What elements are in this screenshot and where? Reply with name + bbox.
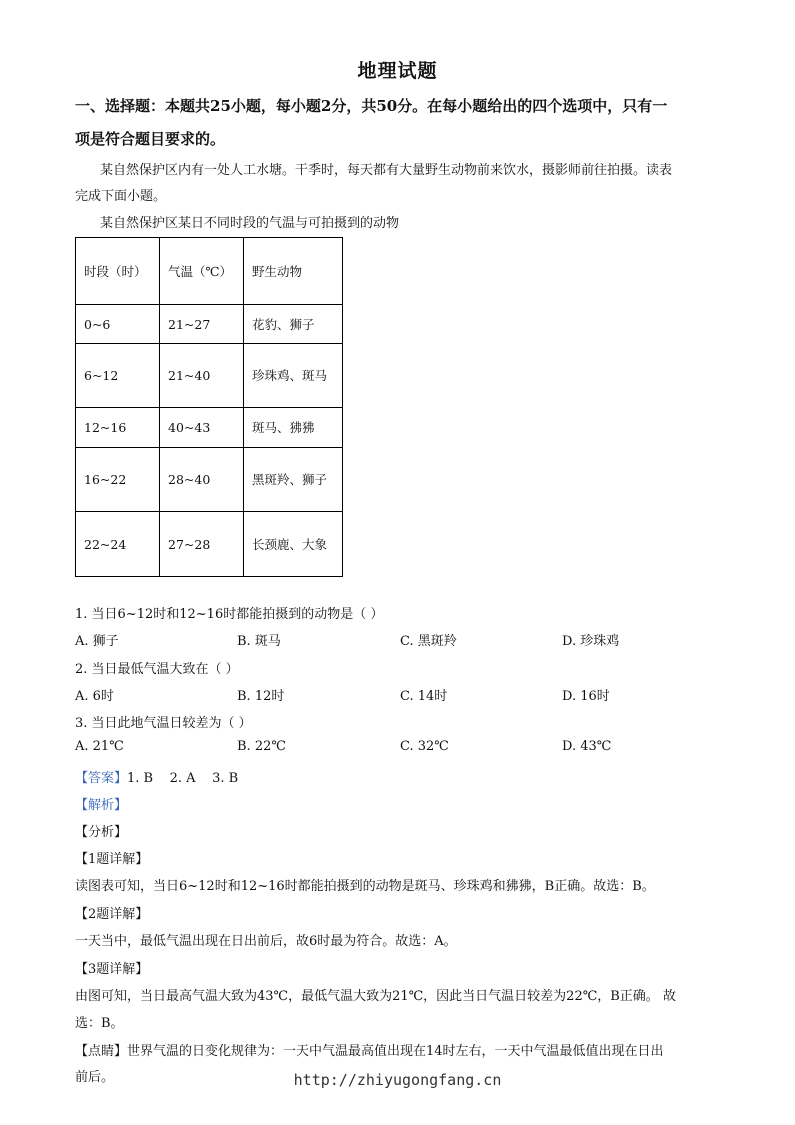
table-cell: 40~43 [160, 408, 244, 448]
question-3-stem: 3. 当日此地气温日较差为（ ） [75, 716, 252, 731]
fenxi-label: 【分析】 [75, 825, 128, 840]
question-3-option-c[interactable]: C. 32℃ [400, 739, 449, 754]
table-cell: 0~6 [76, 305, 160, 344]
question-1-stem: 1. 当日6~12时和12~16时都能拍摄到的动物是（ ） [75, 607, 384, 622]
detail-1-label: 【1题详解】 [75, 852, 149, 867]
table-cell: 12~16 [76, 408, 160, 448]
table-cell: 22~24 [76, 512, 160, 577]
table-cell: 21~27 [160, 305, 244, 344]
intro-line2: 完成下面小题。 [75, 189, 167, 204]
data-table [75, 237, 343, 577]
answer-line [75, 767, 238, 786]
question-1-option-d[interactable]: D. 珍珠鸡 [562, 634, 620, 649]
question-2-option-d[interactable]: D. 16时 [562, 689, 610, 704]
header-cell: 气温（℃） [160, 238, 244, 305]
dianjing-label: 【点睛】 [75, 1044, 128, 1059]
table-cell: 花豹、狮子 [244, 305, 343, 344]
answer-text: 1. B 2. A 3. B [127, 771, 239, 786]
table-cell: 珍珠鸡、斑马 [244, 344, 343, 408]
section-heading-line2: 项是符合题目要求的。 [75, 130, 226, 148]
detail-3-text-line2: 选：B。 [75, 1016, 124, 1031]
question-1-option-b[interactable]: B. 斑马 [237, 634, 281, 649]
table-cell: 21~40 [160, 344, 244, 408]
table-cell: 27~28 [160, 512, 244, 577]
table-cell: 黑斑羚、狮子 [244, 448, 343, 512]
header-cell: 野生动物 [244, 238, 343, 305]
table-cell: 16~22 [76, 448, 160, 512]
table-cell: 斑马、狒狒 [244, 408, 343, 448]
detail-2-text: 一天当中，最低气温出现在日出前后，故6时最为符合。故选：A。 [75, 934, 457, 949]
question-3-option-a[interactable]: A. 21℃ [75, 739, 124, 754]
detail-3-text-line1: 由图可知，当日最高气温大致为43℃，最低气温大致为21℃，因此当日气温日较差为22℃，B正确。 故 [75, 989, 676, 1004]
question-2-option-c[interactable]: C. 14时 [400, 689, 448, 704]
table-cell: 6~12 [76, 344, 160, 408]
question-3-option-b[interactable]: B. 22℃ [237, 739, 286, 754]
table-header-row [76, 238, 343, 305]
table-row [76, 305, 343, 344]
section-heading-line1: 一、选择题：本题共25小题，每小题2分，共50分。在每小题给出的四个选项中，只有一 [75, 97, 668, 115]
table-row [76, 408, 343, 448]
page-title: 地理试题 [357, 60, 438, 82]
detail-3-label: 【3题详解】 [75, 962, 149, 977]
footer-url[interactable]: http://zhiyugongfang.cn [293, 1071, 502, 1089]
table-row [76, 448, 343, 512]
table-cell: 28~40 [160, 448, 244, 512]
dianjing-line1 [75, 1040, 664, 1059]
answer-label: 【答案】 [75, 771, 128, 786]
header-cell: 时段（时） [76, 238, 160, 305]
question-3-option-d[interactable]: D. 43℃ [562, 739, 612, 754]
question-2-stem: 2. 当日最低气温大致在（ ） [75, 662, 239, 677]
table-row [76, 344, 343, 408]
intro-line1: 某自然保护区内有一处人工水塘。干季时，每天都有大量野生动物前来饮水，摄影师前往拍摄。读表 [100, 163, 673, 178]
detail-2-label: 【2题详解】 [75, 907, 149, 922]
table-cell: 长颈鹿、大象 [244, 512, 343, 577]
question-1-option-a[interactable]: A. 狮子 [75, 634, 119, 649]
dianjing-text: 世界气温的日变化规律为：一天中气温最高值出现在14时左右，一天中气温最低值出现在日出 [127, 1044, 664, 1059]
table-row [76, 512, 343, 577]
analysis-label: 【解析】 [75, 798, 128, 813]
question-1-option-c[interactable]: C. 黑斑羚 [400, 634, 457, 649]
table-caption: 某自然保护区某日不同时段的气温与可拍摄到的动物 [100, 216, 400, 231]
question-2-option-a[interactable]: A. 6时 [75, 689, 114, 704]
detail-1-text: 读图表可知，当日6~12时和12~16时都能拍摄到的动物是斑马、珍珠鸡和狒狒，B正确。故选：B。 [75, 879, 655, 894]
dianjing-line2: 前后。 [75, 1070, 115, 1085]
question-2-option-b[interactable]: B. 12时 [237, 689, 285, 704]
